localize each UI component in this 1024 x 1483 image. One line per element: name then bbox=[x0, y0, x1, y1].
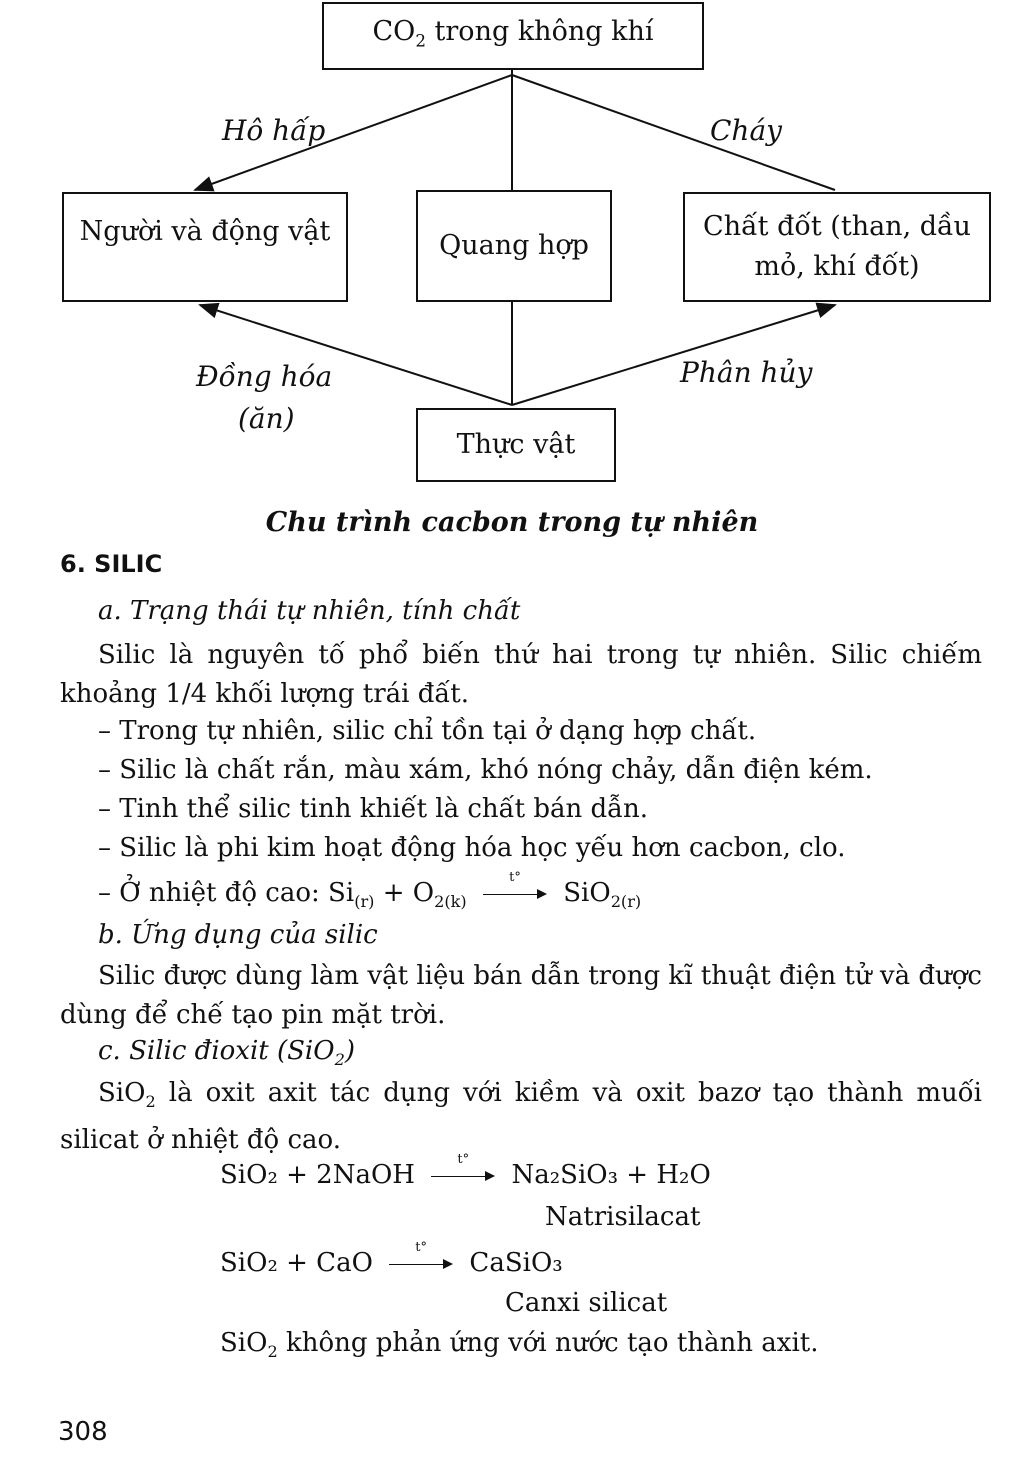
box-photosynthesis: Quang hợp bbox=[416, 190, 612, 302]
paragraph-b: Silic được dùng làm vật liệu bán dẫn trong kĩ thuật điện tử và được dùng để chế tạo pin mặt trời. bbox=[60, 961, 982, 1030]
diagram-caption: Chu trình cacbon trong tự nhiên bbox=[265, 507, 759, 538]
bullet-5-equation: – Ở nhiệt độ cao: $Si_{(r)} + O_{2(k)}$ t° SiO$_{2(r)}$ bbox=[98, 870, 642, 912]
box-plants: Thực vật bbox=[416, 408, 616, 482]
edge-label-assimilation: Đồng hóa bbox=[196, 360, 333, 393]
bullet-3: – Tinh thể silic tinh khiết là chất bán dẫn. bbox=[98, 794, 649, 824]
final-statement: SiO$_2$ không phản ứng với nước tạo thành axit. bbox=[220, 1328, 819, 1362]
paragraph-a: Silic là nguyên tố phổ biến thứ hai trong tự nhiên. Silic chiếm khoảng 1/4 khối lượng trái đất. bbox=[60, 640, 982, 709]
paragraph-c: SiO$_2$ là oxit axit tác dụng với kiềm và oxit bazơ tạo thành muối silicat ở nhiệt độ cao. bbox=[60, 1078, 982, 1156]
edge-label-combustion: Cháy bbox=[710, 114, 782, 147]
bullet-2: – Silic là chất rắn, màu xám, khó nóng chảy, dẫn điện kém. bbox=[98, 755, 873, 785]
product-name-canxi: Canxi silicat bbox=[505, 1288, 668, 1318]
box-humans-animals: Người và động vật bbox=[62, 192, 348, 302]
equation-cao: SiO₂ + CaO t° CaSiO₃ bbox=[220, 1240, 563, 1278]
section-heading: 6. SILIC bbox=[60, 550, 163, 578]
reaction-arrow: t° bbox=[431, 1166, 495, 1186]
edge-label-respiration: Hô hấp bbox=[222, 114, 326, 147]
page-number: 308 bbox=[58, 1417, 108, 1447]
subheading-c: c. Silic đioxit (SiO$_2$) bbox=[98, 1036, 355, 1070]
bullet-4: – Silic là phi kim hoạt động hóa học yếu hơn cacbon, clo. bbox=[98, 833, 846, 863]
box-co2-air: $CO_2$ trong không khí bbox=[322, 2, 704, 70]
reaction-arrow: t° bbox=[483, 884, 547, 904]
reaction-arrow: t° bbox=[389, 1254, 453, 1274]
box-fuels: Chất đốt (than, dầu mỏ, khí đốt) bbox=[683, 192, 991, 302]
subheading-a: a. Trạng thái tự nhiên, tính chất bbox=[98, 596, 521, 626]
edge-label-eating: (ăn) bbox=[238, 402, 295, 435]
equation-naoh: SiO₂ + 2NaOH t° Na₂SiO₃ + H₂O bbox=[220, 1152, 711, 1190]
bullet-1: – Trong tự nhiên, silic chỉ tồn tại ở dạng hợp chất. bbox=[98, 716, 757, 746]
subheading-b: b. Ứng dụng của silic bbox=[98, 920, 378, 950]
edge-label-decomposition: Phân hủy bbox=[680, 356, 813, 389]
product-name-natri: Natrisilacat bbox=[545, 1202, 701, 1232]
